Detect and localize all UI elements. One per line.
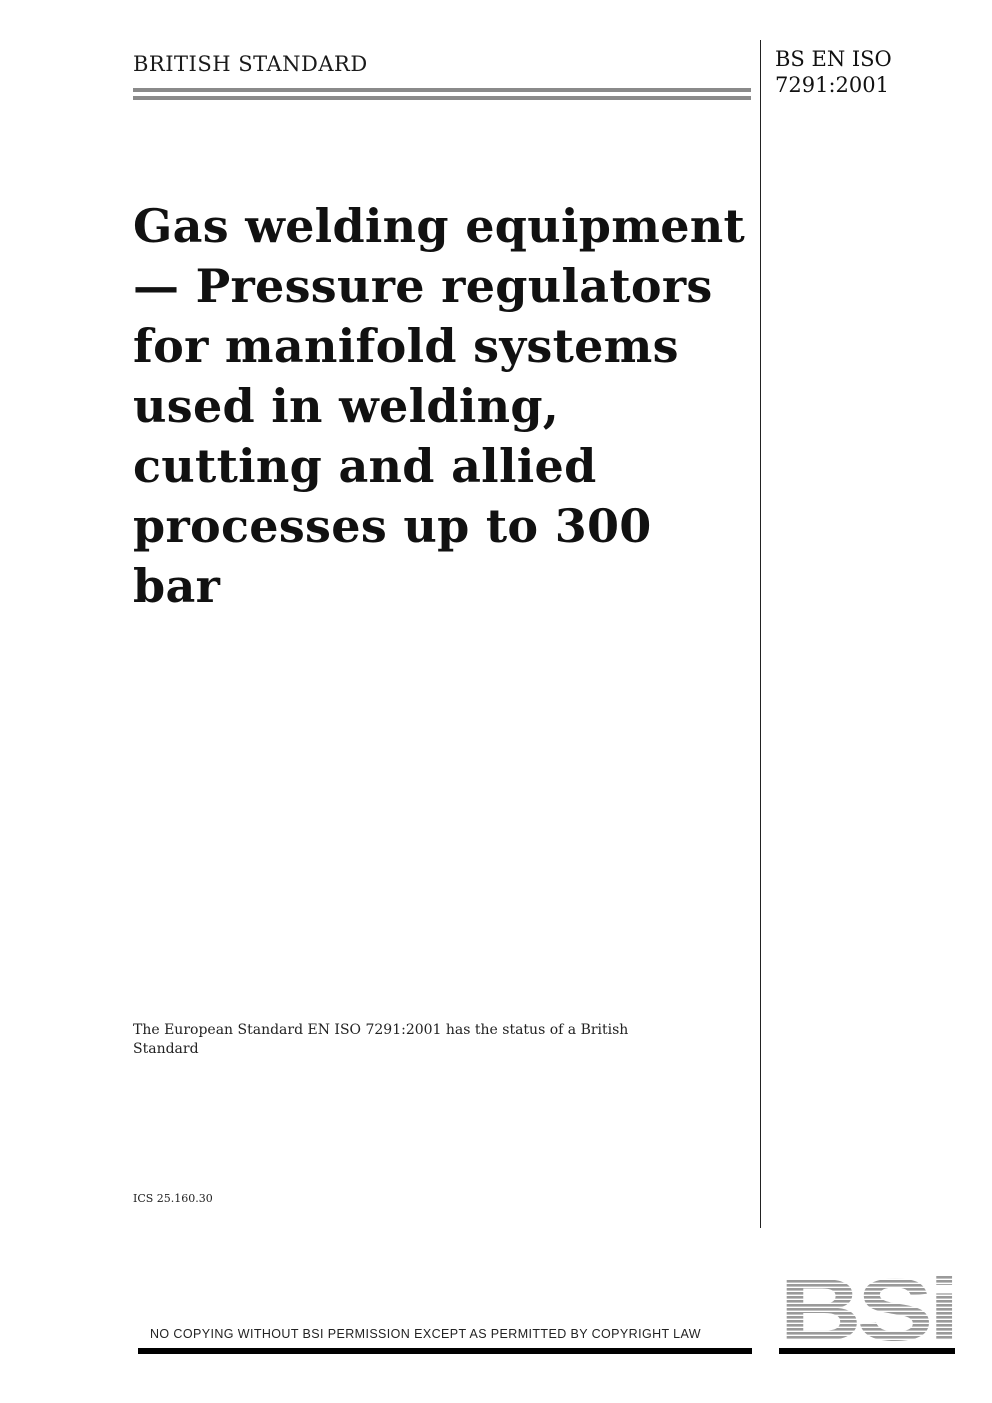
standard-number-line2: 7291:2001 bbox=[775, 73, 889, 97]
bsi-logo bbox=[779, 1276, 955, 1342]
standard-number bbox=[775, 46, 975, 98]
series-label: BRITISH STANDARD bbox=[133, 52, 368, 76]
logo-rule bbox=[779, 1348, 955, 1354]
ics-code: ICS 25.160.30 bbox=[133, 1192, 213, 1205]
standard-number-line1: BS EN ISO bbox=[775, 47, 892, 71]
svg-text:BSi: BSi bbox=[779, 1276, 955, 1342]
column-divider bbox=[760, 40, 761, 1228]
footer-rule bbox=[138, 1348, 752, 1354]
header-rule bbox=[133, 88, 751, 92]
header-rule bbox=[133, 96, 751, 100]
document-title: Gas welding equipment — Pressure regulators for manifold systems used in welding, cutting and allied processes up to 300 bar bbox=[133, 199, 746, 613]
copyright-notice: NO COPYING WITHOUT BSI PERMISSION EXCEPT AS PERMITTED BY COPYRIGHT LAW bbox=[150, 1327, 702, 1341]
status-note: The European Standard EN ISO 7291:2001 has the status of a British Standard bbox=[133, 1022, 629, 1057]
